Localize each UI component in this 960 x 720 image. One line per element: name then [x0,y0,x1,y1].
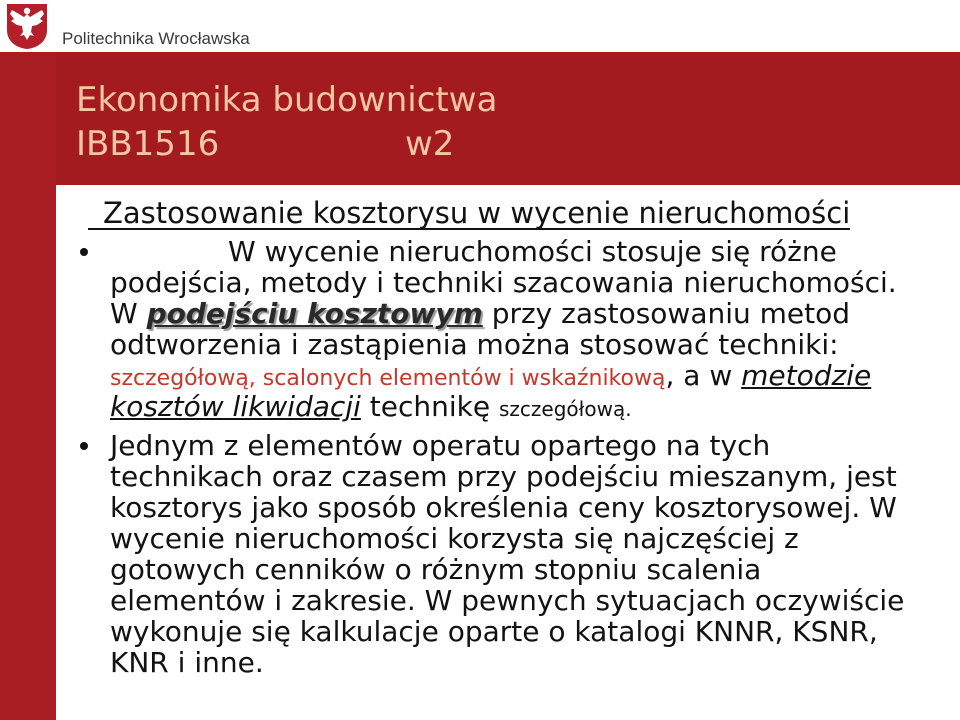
bullet-1-line-4: odtworzenia i zastąpienia można stosować techniki: [110,328,839,361]
line-5-connector: , a w [665,359,742,392]
pwr-eagle-logo-icon [4,2,50,50]
bullet-2-line-6: elementów i zakresie. W pewnych sytuacjach oczywiście [110,584,905,617]
bullet-1-line-3 [110,298,897,329]
slide-header [0,0,960,52]
bullet-marker [80,442,88,450]
bullet-1 [110,236,897,422]
bullet-2-line-5: gotowych cenników o różnym stopniu scalenia [110,553,762,586]
bullet-2-line-4: wycenie nieruchomości korzysta się najczęściej z [110,522,799,555]
bullet-2-line-3: kosztorys jako sposób określenia ceny kosztorysowej. W [110,491,897,524]
section-heading [88,198,850,230]
lecture-number: w2 [405,124,455,164]
techniques-list: szczegółową, scalonych elementów i wskaźnikową [110,366,666,391]
bullet-1-line-5 [110,360,897,391]
liquidation-cost-term: kosztów likwidacji [110,390,361,423]
bullet-2-line-7: wykonuje się kalkulacje oparte o katalogi KNNR, KSNR, [110,615,878,648]
detailed-technique-term: szczegółową. [499,397,632,421]
bullet-1-line-2: podejścia, metody i techniki szacowania nieruchomości. [110,266,897,299]
left-accent-strip [0,52,56,720]
institution-name: Politechnika Wrocławska [62,29,250,48]
cost-approach-term: podejściu kosztowym [146,297,483,330]
bullet-1-line-6 [110,391,897,422]
bullet-2-line-8: KNR i inne. [110,646,264,679]
bullet-2 [110,430,904,678]
line-6-connector: technikę [360,390,500,423]
course-title: Ekonomika budownictwa [76,80,498,120]
bullet-1-line-1: W wycenie nieruchomości stosuje się różne [228,235,837,268]
bullet-2-line-2: technikach oraz czasem przy podejściu mieszanym, jest [110,460,897,493]
line-3-suffix: przy zastosowaniu metod [482,297,851,330]
bullet-2-line-1: Jednym z elementów operatu opartego na tych [110,429,771,462]
section-heading-text: Zastosowanie kosztorysu w wycenie nieruchomości [88,198,850,230]
line-3-prefix: W [110,297,147,330]
course-code: IBB1516 [76,124,220,164]
bullet-marker [80,248,88,256]
method-term: metodzie [741,359,872,392]
